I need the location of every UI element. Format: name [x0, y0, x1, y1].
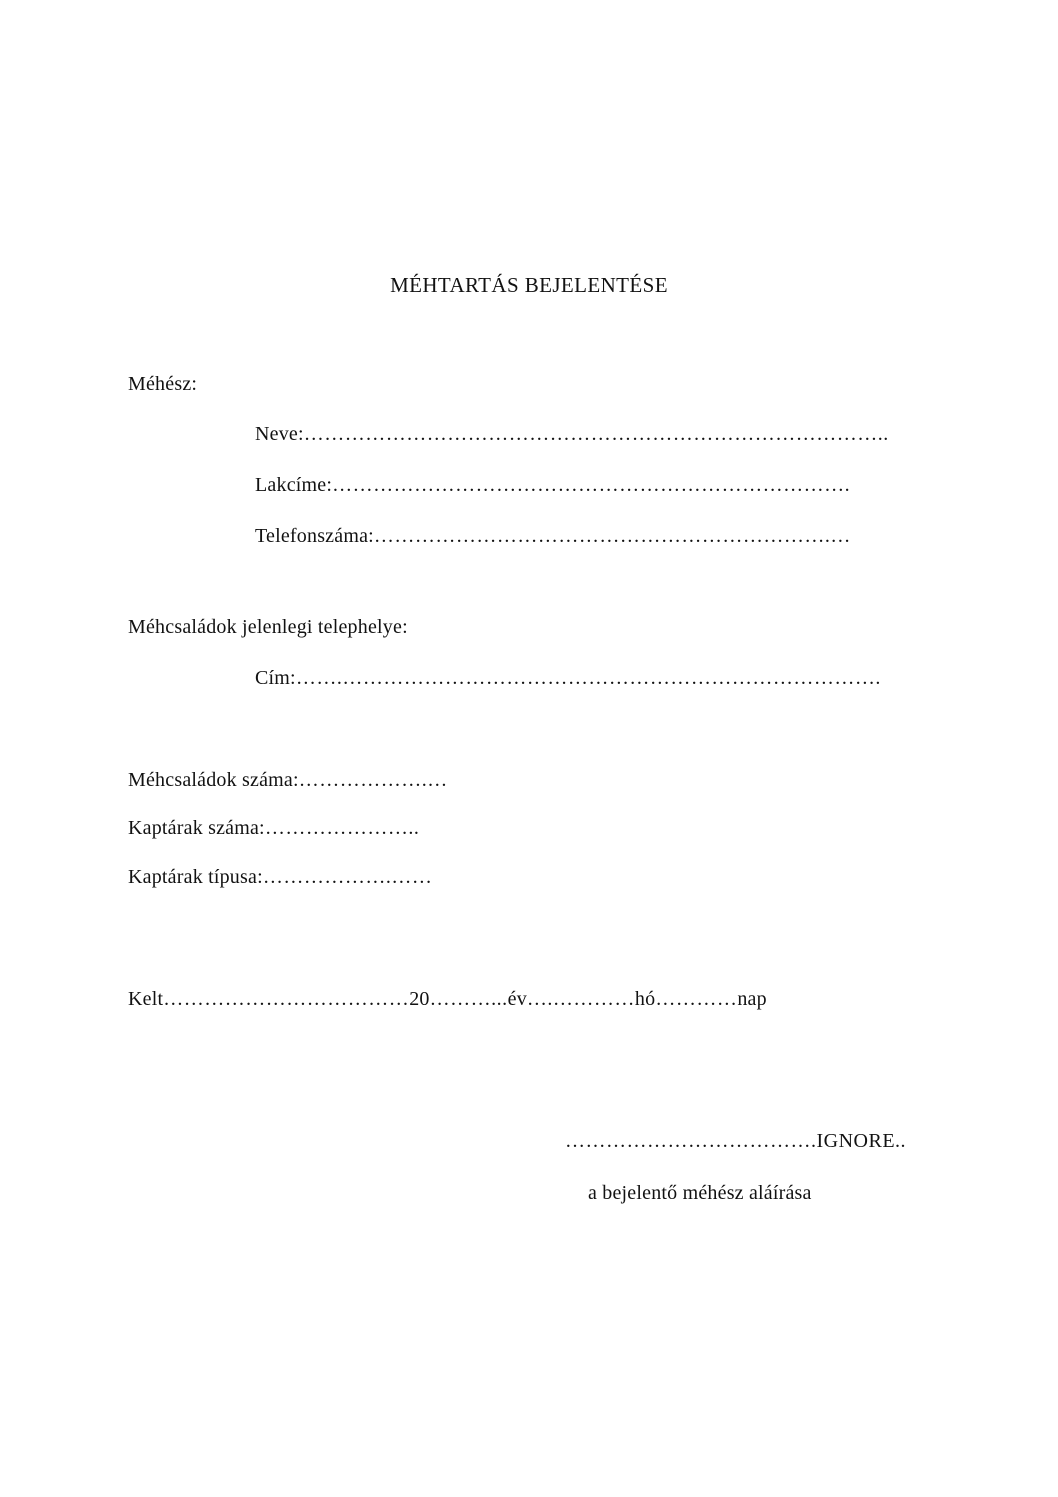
signature-fill-area: ……………………………….IGNORE.. — [565, 1130, 907, 1152]
field-lakcime — [255, 474, 850, 496]
field-cim-fill-area: …….……………………………………………………………………. — [295, 667, 881, 689]
date-year-prefix: 20 — [409, 988, 430, 1010]
beekeeper-section-heading: Méhész: — [128, 373, 198, 395]
field-kaptarak-tipusa — [128, 866, 432, 888]
date-line — [128, 988, 767, 1010]
field-neve — [255, 423, 889, 445]
date-place-fill-area: ……………………………… — [163, 988, 410, 1010]
date-month-label: hó — [634, 988, 656, 1010]
field-lakcime-label: Lakcíme: — [255, 474, 333, 496]
date-year-fill-area: ………... — [429, 988, 508, 1010]
location-section-heading: Méhcsaládok jelenlegi telephelye: — [128, 616, 408, 638]
date-year-label: év — [507, 988, 527, 1010]
date-month-fill-area: ….………… — [526, 988, 635, 1010]
field-kaptarak-tipusa-label: Kaptárak típusa: — [128, 866, 263, 888]
field-neve-fill-area: ………………………………………………………………………….. — [303, 423, 889, 445]
field-neve-label: Neve: — [255, 423, 304, 445]
field-kaptarak-szama-fill-area: ………………….. — [264, 817, 420, 839]
field-telefonszama-label: Telefonszáma: — [255, 525, 374, 547]
field-kaptarak-tipusa-fill-area: ……………….…… — [262, 866, 433, 888]
signature-caption: a bejelentő méhész aláírása — [588, 1182, 812, 1204]
field-lakcime-fill-area: …………………………………………………………………. — [332, 474, 851, 496]
document-title: MÉHTARTÁS BEJELENTÉSE — [390, 273, 668, 297]
date-prefix: Kelt — [128, 988, 164, 1010]
field-kaptarak-szama — [128, 817, 419, 839]
field-telefonszama-fill-area: ………………………………………………………….… — [373, 525, 851, 547]
field-cim — [255, 667, 881, 689]
field-telefonszama — [255, 525, 851, 547]
field-cim-label: Cím: — [255, 667, 296, 689]
date-day-fill-area: ………… — [655, 988, 738, 1010]
field-mehcsaladok-szama — [128, 769, 448, 791]
field-mehcsaladok-szama-label: Méhcsaládok száma: — [128, 769, 299, 791]
field-kaptarak-szama-label: Kaptárak száma: — [128, 817, 265, 839]
field-mehcsaladok-szama-fill-area: ……………….… — [298, 769, 448, 791]
date-day-label: nap — [737, 988, 767, 1010]
